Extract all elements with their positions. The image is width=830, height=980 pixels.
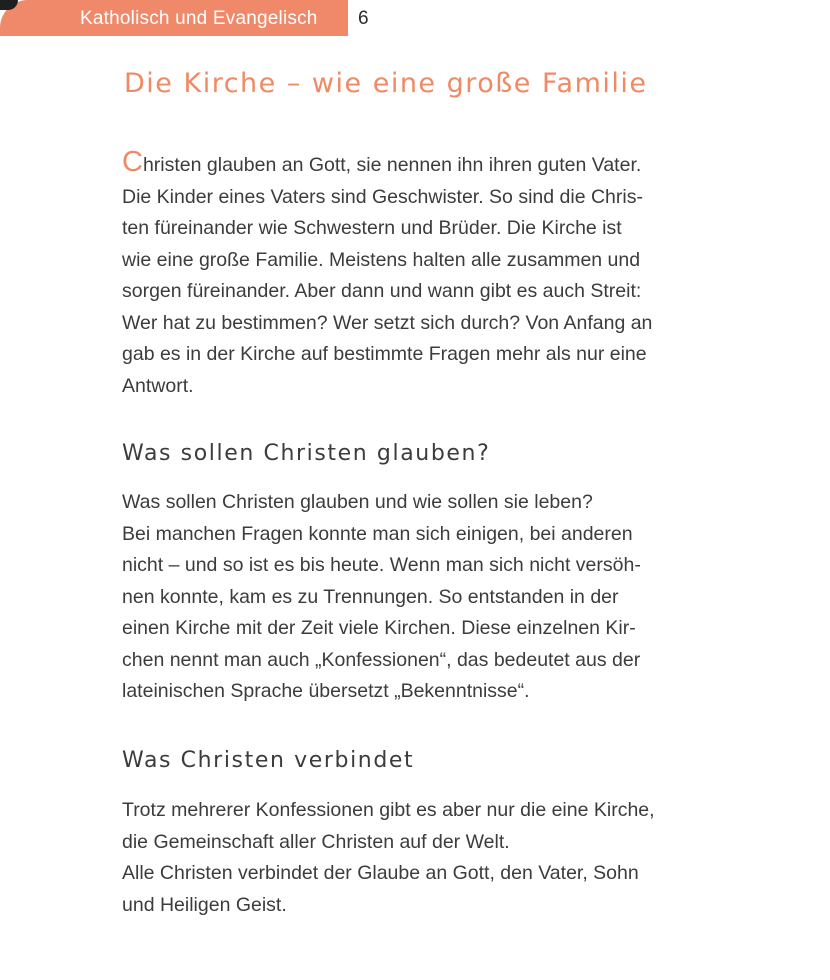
text-line: Die Kinder eines Vaters sind Geschwister. So sind die Chris- — [122, 185, 643, 208]
text-line: nen konnte, kam es zu Trennungen. So entstanden in der — [122, 585, 619, 608]
text-line: Alle Christen verbindet der Glaube an Gott, den Vater, Sohn — [122, 862, 639, 884]
beliefs-paragraph — [122, 487, 742, 708]
text-line — [122, 148, 742, 182]
page-number: 6 — [358, 8, 369, 29]
text-line: gab es in der Kirche auf bestimmte Fragen mehr als nur eine — [122, 343, 647, 365]
text-line: Antwort. — [122, 374, 194, 397]
text-line: lateinischen Sprache übersetzt „Bekenntnisse“. — [122, 680, 530, 702]
text-line-content: hristen glauben an Gott, sie nennen ihn ihren guten Vater. — [142, 154, 642, 176]
intro-paragraph — [122, 148, 742, 402]
text-line: die Gemeinschaft aller Christen auf der Welt. — [122, 830, 510, 853]
running-header-title: Katholisch und Evangelisch — [80, 8, 318, 29]
decorative-initial: C — [122, 146, 143, 178]
text-line: ten füreinander wie Schwestern und Brüder. Die Kirche ist — [122, 217, 622, 239]
text-line: Bei manchen Fragen konnte man sich einigen, bei anderen — [122, 522, 633, 545]
section-heading-unity: Was Christen verbindet — [122, 748, 415, 773]
text-line: Wer hat zu bestimmen? Wer setzt sich durch? Von Anfang an — [122, 311, 653, 334]
text-line: und Heiligen Geist. — [122, 893, 287, 916]
text-line: nicht – und so ist es bis heute. Wenn man sich nicht versöh- — [122, 554, 641, 576]
section-heading-beliefs: Was sollen Christen glauben? — [122, 441, 491, 466]
text-line: Trotz mehrerer Konfessionen gibt es aber nur die eine Kirche, — [122, 799, 655, 821]
text-line: wie eine große Familie. Meistens halten alle zusammen und — [122, 248, 641, 271]
text-line: einen Kirche mit der Zeit viele Kirchen. Diese einzelnen Kir- — [122, 617, 636, 639]
text-line: sorgen füreinander. Aber dann und wann gibt es auch Streit: — [122, 280, 642, 302]
text-line: chen nennt man auch „Konfessionen“, das bedeutet aus der — [122, 648, 641, 671]
text-line: Was sollen Christen glauben und wie sollen sie leben? — [122, 491, 593, 513]
unity-paragraph — [122, 795, 742, 921]
page-title: Die Kirche – wie eine große Familie — [124, 68, 648, 99]
